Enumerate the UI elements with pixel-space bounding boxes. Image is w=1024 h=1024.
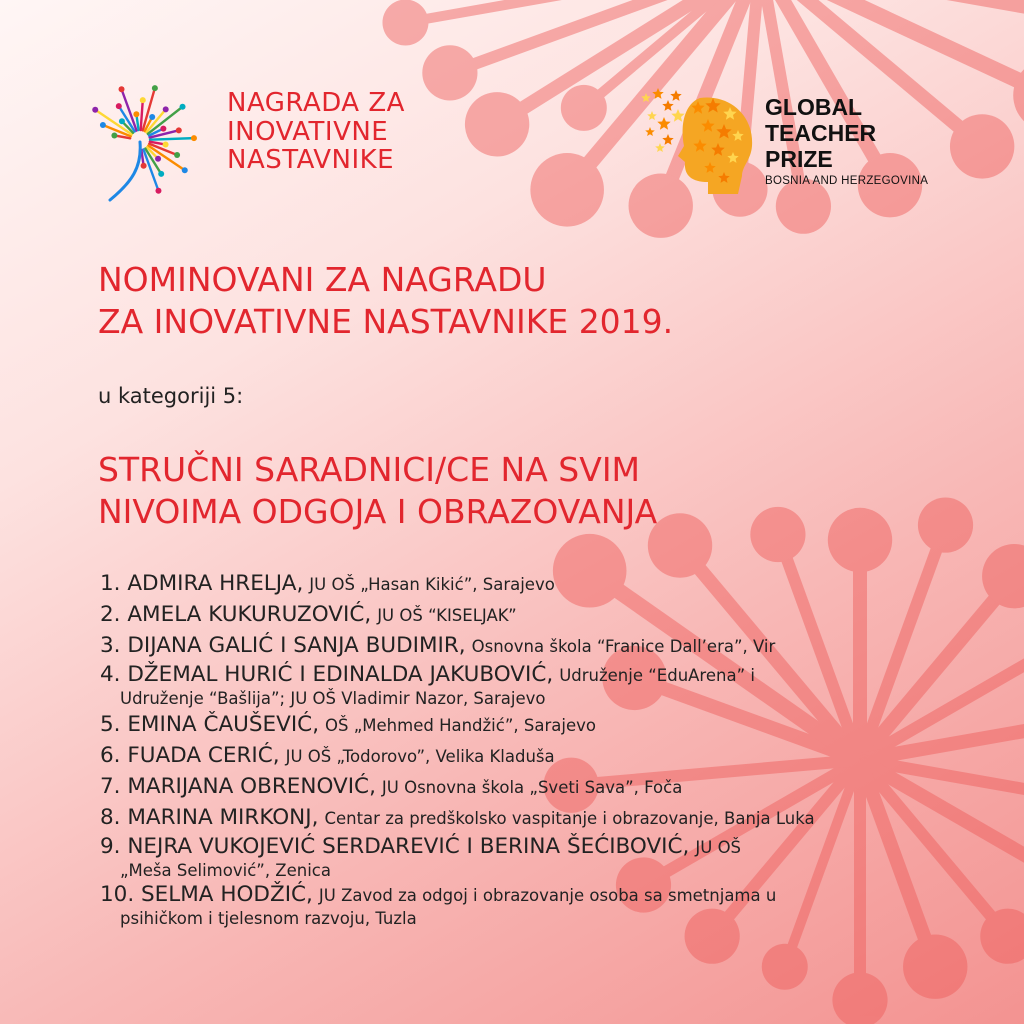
fireworks-burst-icon bbox=[92, 72, 222, 207]
gtp-logo-line: TEACHER bbox=[765, 120, 877, 146]
nominee-list bbox=[100, 568, 1010, 929]
nominee-name: 2. AMELA KUKURUZOVIĆ, bbox=[100, 602, 372, 627]
nagrada-logo-text bbox=[227, 89, 405, 175]
nominee-institution-continued: Udruženje “Bašlija”; JU OŠ Vladimir Nazor, Sarajevo bbox=[120, 689, 546, 708]
nagrada-logo-line: INOVATIVNE bbox=[227, 116, 389, 147]
nominee-item bbox=[100, 740, 1010, 771]
star-head-icon bbox=[638, 86, 763, 201]
nominee-name: 6. FUADA CERIĆ, bbox=[100, 743, 280, 768]
gtp-logo-subtitle: BOSNIA AND HERZEGOVINA bbox=[765, 175, 929, 187]
nominee-institution: JU Osnovna škola „Sveti Sava”, Foča bbox=[381, 778, 683, 797]
nagrada-logo-line: NASTAVNIKE bbox=[227, 145, 395, 175]
nominee-name: 9. NEJRA VUKOJEVIĆ SERDAREVIĆ I BERINA ŠEĆIBOVIĆ, bbox=[100, 834, 690, 859]
nominee-institution: JU OŠ bbox=[695, 838, 742, 857]
gtp-logo-line: GLOBAL bbox=[765, 94, 863, 120]
nominee-name: 1. ADMIRA HRELJA, bbox=[100, 571, 304, 596]
nominee-institution: Udruženje “EduArena” i bbox=[559, 666, 755, 685]
nominee-item bbox=[100, 833, 1010, 881]
global-teacher-prize-logo bbox=[638, 86, 968, 206]
nominee-item bbox=[100, 709, 1010, 740]
nominee-institution: Centar za predškolsko vaspitanje i obrazovanje, Banja Luka bbox=[324, 809, 815, 828]
nominee-name: 7. MARIJANA OBRENOVIĆ, bbox=[100, 774, 376, 799]
page-title-line: NOMINOVANI ZA NAGRADU bbox=[98, 260, 547, 299]
nominee-item bbox=[100, 568, 1010, 599]
nominee-item bbox=[100, 881, 1010, 929]
nominee-item bbox=[100, 802, 1010, 833]
nominee-name: 8. MARINA MIRKONJ, bbox=[100, 805, 319, 830]
nominee-item bbox=[100, 661, 1010, 709]
page-title bbox=[98, 259, 673, 343]
nominee-name: 10. SELMA HODŽIĆ, bbox=[100, 882, 313, 907]
nagrada-logo-line: NAGRADA ZA bbox=[227, 88, 405, 118]
nominee-name: 5. EMINA ČAUŠEVIĆ, bbox=[100, 712, 320, 737]
page-title-line: ZA INOVATIVNE NASTAVNIKE 2019. bbox=[98, 302, 674, 341]
nominee-institution: JU OŠ „Todorovo”, Velika Kladuša bbox=[285, 747, 555, 766]
nominee-institution: Osnovna škola “Franice Dall’era”, Vir bbox=[471, 637, 776, 656]
nominee-item bbox=[100, 630, 1010, 661]
nominee-name: 3. DIJANA GALIĆ I SANJA BUDIMIR, bbox=[100, 633, 466, 658]
gtp-logo-text bbox=[765, 94, 928, 188]
nominee-item bbox=[100, 599, 1010, 630]
nominee-institution: JU OŠ „Hasan Kikić”, Sarajevo bbox=[309, 575, 555, 594]
nagrada-logo bbox=[92, 72, 432, 207]
category-heading bbox=[98, 449, 657, 533]
nominee-institution-continued: „Meša Selimović”, Zenica bbox=[120, 861, 331, 880]
nominee-institution: OŠ „Mehmed Handžić”, Sarajevo bbox=[325, 716, 596, 735]
nominee-institution-continued: psihičkom i tjelesnom razvoju, Tuzla bbox=[120, 909, 417, 928]
nominee-institution: JU Zavod za odgoj i obrazovanje osoba sa smetnjama u bbox=[318, 886, 777, 905]
category-label: u kategoriji 5: bbox=[98, 384, 244, 408]
nominee-name: 4. DŽEMAL HURIĆ I EDINALDA JAKUBOVIĆ, bbox=[100, 662, 554, 687]
category-heading-line: STRUČNI SARADNICI/CE NA SVIM bbox=[98, 450, 641, 489]
category-heading-line: NIVOIMA ODGOJA I OBRAZOVANJA bbox=[98, 492, 658, 531]
gtp-logo-line: PRIZE bbox=[765, 146, 833, 172]
nominee-institution: JU OŠ “KISELJAK” bbox=[377, 606, 517, 625]
nominee-item bbox=[100, 771, 1010, 802]
